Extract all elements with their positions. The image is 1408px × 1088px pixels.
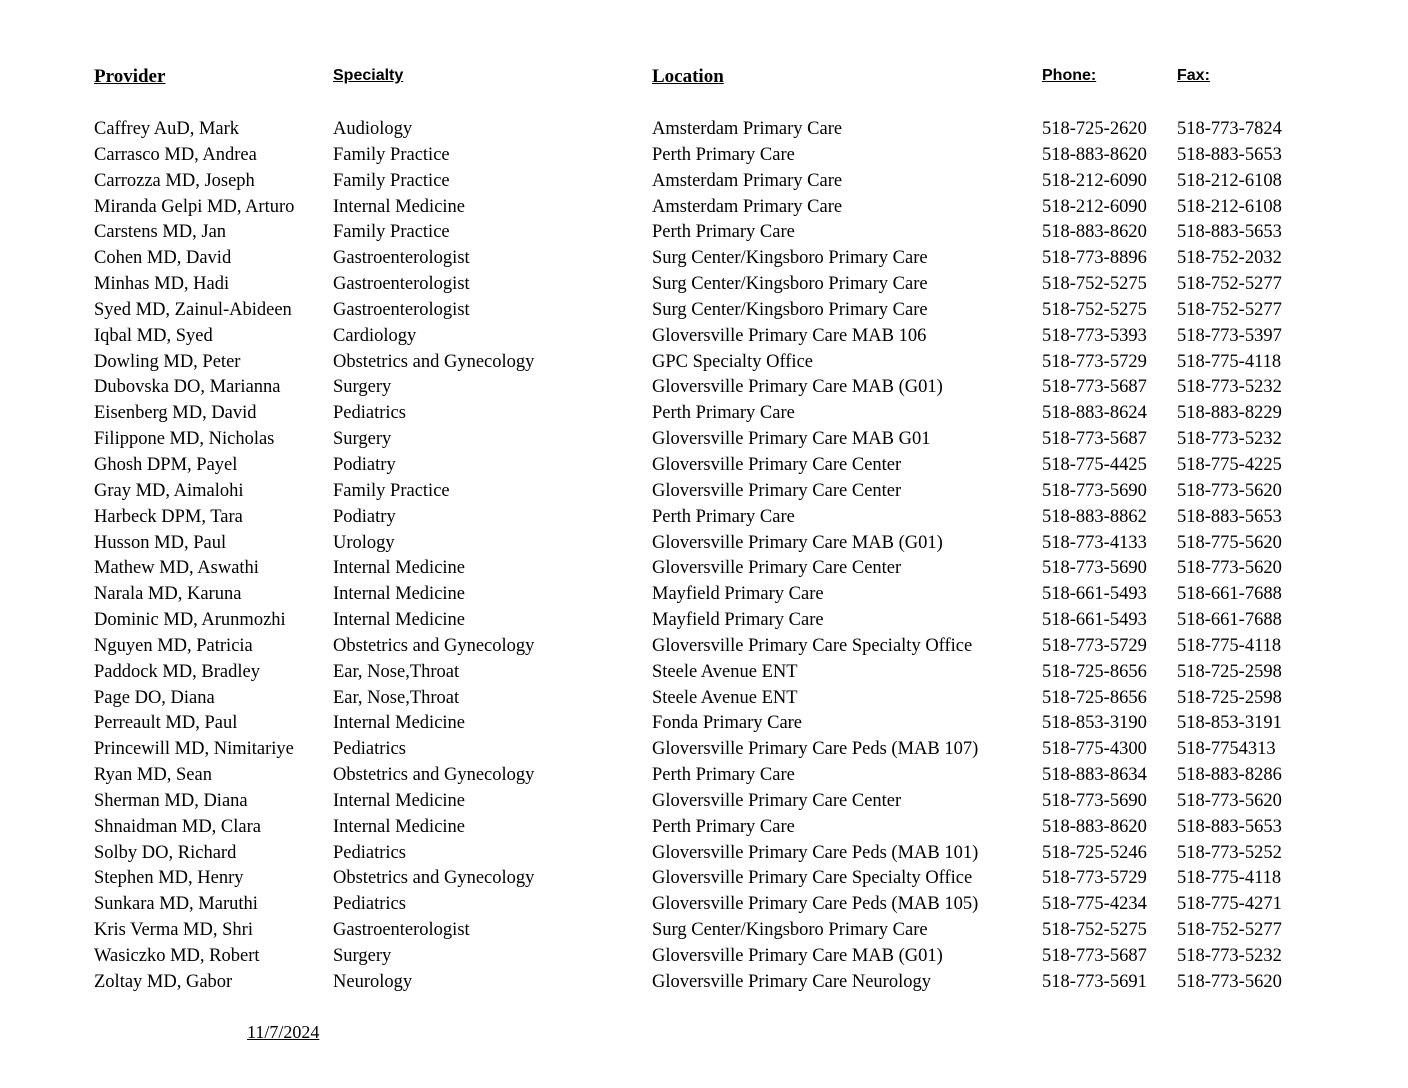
cell-location: Gloversville Primary Care Center xyxy=(652,790,902,811)
cell-fax: 518-212-6108 xyxy=(1177,196,1282,217)
table-row xyxy=(0,711,1408,737)
cell-location: Perth Primary Care xyxy=(652,506,795,527)
cell-provider: Ryan MD, Sean xyxy=(94,765,212,786)
table-row xyxy=(0,169,1408,195)
cell-specialty: Pediatrics xyxy=(333,894,406,915)
cell-specialty: Ear, Nose,Throat xyxy=(333,661,460,682)
cell-phone: 518-775-4300 xyxy=(1042,739,1147,760)
cell-phone: 518-883-8634 xyxy=(1042,765,1147,786)
cell-phone: 518-661-5493 xyxy=(1042,584,1147,605)
cell-provider: Carrozza MD, Joseph xyxy=(94,170,255,191)
cell-specialty: Family Practice xyxy=(333,170,450,191)
cell-location: Amsterdam Primary Care xyxy=(652,170,843,191)
cell-fax: 518-773-5252 xyxy=(1177,842,1282,863)
cell-location: Fonda Primary Care xyxy=(652,713,803,734)
cell-phone: 518-773-4133 xyxy=(1042,532,1147,553)
cell-phone: 518-883-8620 xyxy=(1042,144,1147,165)
cell-provider: Nguyen MD, Patricia xyxy=(94,635,253,656)
cell-phone: 518-773-8896 xyxy=(1042,248,1147,269)
cell-provider: Shnaidman MD, Clara xyxy=(94,816,261,837)
cell-specialty: Internal Medicine xyxy=(333,610,466,631)
cell-phone: 518-775-4425 xyxy=(1042,454,1147,475)
table-row xyxy=(0,556,1408,582)
table-row xyxy=(0,272,1408,298)
table-row xyxy=(0,505,1408,531)
cell-location: Gloversville Primary Care Peds (MAB 107) xyxy=(652,739,979,760)
table-row xyxy=(0,117,1408,143)
cell-phone: 518-773-5687 xyxy=(1042,377,1147,398)
table-row xyxy=(0,737,1408,763)
cell-specialty: Gastroenterologist xyxy=(333,248,470,269)
cell-phone: 518-773-5687 xyxy=(1042,946,1147,966)
cell-specialty: Obstetrics and Gynecology xyxy=(333,635,535,656)
table-row xyxy=(0,608,1408,634)
cell-provider: Princewill MD, Nimitariye xyxy=(94,739,294,760)
cell-phone: 518-883-8620 xyxy=(1042,222,1147,243)
cell-provider: Mathew MD, Aswathi xyxy=(94,558,259,579)
cell-fax: 518-775-4118 xyxy=(1177,351,1282,372)
cell-specialty: Internal Medicine xyxy=(333,196,466,217)
cell-phone: 518-725-2620 xyxy=(1042,119,1147,139)
cell-specialty: Pediatrics xyxy=(333,842,406,863)
cell-phone: 518-775-4234 xyxy=(1042,894,1147,915)
cell-fax: 518-883-8286 xyxy=(1177,765,1282,786)
cell-fax: 518-661-7688 xyxy=(1177,584,1282,605)
cell-location: Perth Primary Care xyxy=(652,222,795,243)
cell-location: Surg Center/Kingsboro Primary Care xyxy=(652,920,928,941)
cell-phone: 518-773-5690 xyxy=(1042,790,1147,811)
cell-specialty: Podiatry xyxy=(333,506,396,527)
document-date: 11/7/2024 xyxy=(247,1022,320,1042)
cell-specialty: Family Practice xyxy=(333,222,450,243)
table-row xyxy=(0,427,1408,453)
cell-fax: 518-773-5620 xyxy=(1177,480,1282,501)
cell-specialty: Obstetrics and Gynecology xyxy=(333,765,535,786)
table-row xyxy=(0,298,1408,324)
table-row xyxy=(0,401,1408,427)
cell-fax: 518-773-7824 xyxy=(1177,119,1282,139)
cell-location: Amsterdam Primary Care xyxy=(652,196,843,217)
cell-phone: 518-883-8862 xyxy=(1042,506,1147,527)
cell-location: Gloversville Primary Care Neurology xyxy=(652,971,931,992)
cell-provider: Sunkara MD, Maruthi xyxy=(94,894,258,915)
cell-provider: Husson MD, Paul xyxy=(94,532,227,553)
cell-phone: 518-853-3190 xyxy=(1042,713,1147,734)
table-row xyxy=(0,660,1408,686)
cell-specialty: Family Practice xyxy=(333,480,450,501)
table-row xyxy=(0,531,1408,557)
cell-provider: Cohen MD, David xyxy=(94,248,232,269)
cell-phone: 518-773-5729 xyxy=(1042,351,1147,372)
cell-provider: Perreault MD, Paul xyxy=(94,713,238,734)
cell-provider: Kris Verma MD, Shri xyxy=(94,920,253,941)
table-row xyxy=(0,143,1408,169)
cell-phone: 518-773-5687 xyxy=(1042,429,1147,450)
cell-phone: 518-773-5690 xyxy=(1042,558,1147,579)
cell-location: Perth Primary Care xyxy=(652,765,795,786)
cell-provider: Caffrey AuD, Mark xyxy=(94,119,240,139)
cell-location: Surg Center/Kingsboro Primary Care xyxy=(652,248,928,269)
cell-phone: 518-773-5691 xyxy=(1042,971,1147,992)
cell-fax: 518-775-5620 xyxy=(1177,532,1282,553)
header-phone: Phone: xyxy=(1042,67,1097,84)
cell-location: Steele Avenue ENT xyxy=(652,687,798,708)
cell-provider: Stephen MD, Henry xyxy=(94,868,244,889)
cell-phone: 518-773-5729 xyxy=(1042,635,1147,656)
header-provider: Provider xyxy=(94,66,166,87)
cell-specialty: Obstetrics and Gynecology xyxy=(333,868,535,889)
table-row xyxy=(0,246,1408,272)
cell-fax: 518-773-5620 xyxy=(1177,790,1282,811)
cell-location: Surg Center/Kingsboro Primary Care xyxy=(652,299,928,320)
cell-location: GPC Specialty Office xyxy=(652,351,813,372)
cell-specialty: Internal Medicine xyxy=(333,558,466,579)
cell-provider: Harbeck DPM, Tara xyxy=(94,506,243,527)
table-row xyxy=(0,789,1408,815)
cell-fax: 518-773-5232 xyxy=(1177,377,1282,398)
cell-fax: 518-725-2598 xyxy=(1177,687,1282,708)
cell-fax: 518-212-6108 xyxy=(1177,170,1282,191)
table-header xyxy=(0,66,1408,92)
cell-fax: 518-883-8229 xyxy=(1177,403,1282,424)
cell-fax: 518-775-4118 xyxy=(1177,635,1282,656)
cell-fax: 518-752-2032 xyxy=(1177,248,1282,269)
cell-phone: 518-725-5246 xyxy=(1042,842,1147,863)
cell-specialty: Surgery xyxy=(333,377,392,398)
cell-location: Mayfield Primary Care xyxy=(652,610,824,631)
cell-fax: 518-773-5232 xyxy=(1177,946,1282,966)
cell-provider: Dowling MD, Peter xyxy=(94,351,241,372)
cell-fax: 518-883-5653 xyxy=(1177,144,1282,165)
cell-provider: Narala MD, Karuna xyxy=(94,584,242,605)
cell-specialty: Urology xyxy=(333,532,395,553)
cell-fax: 518-883-5653 xyxy=(1177,506,1282,527)
cell-fax: 518-752-5277 xyxy=(1177,274,1282,295)
cell-specialty: Gastroenterologist xyxy=(333,299,470,320)
table-row xyxy=(0,763,1408,789)
cell-fax: 518-661-7688 xyxy=(1177,610,1282,631)
cell-specialty: Gastroenterologist xyxy=(333,920,470,941)
cell-fax: 518-775-4118 xyxy=(1177,868,1282,889)
cell-phone: 518-883-8624 xyxy=(1042,403,1147,424)
cell-phone: 518-752-5275 xyxy=(1042,299,1147,320)
table-row xyxy=(0,582,1408,608)
table-row xyxy=(0,686,1408,712)
cell-phone: 518-752-5275 xyxy=(1042,274,1147,295)
cell-fax: 518-775-4225 xyxy=(1177,454,1282,475)
cell-provider: Ghosh DPM, Payel xyxy=(94,454,238,475)
cell-specialty: Internal Medicine xyxy=(333,790,466,811)
cell-fax: 518-7754313 xyxy=(1177,739,1276,760)
table-row xyxy=(0,479,1408,505)
cell-specialty: Ear, Nose,Throat xyxy=(333,687,460,708)
cell-phone: 518-725-8656 xyxy=(1042,661,1147,682)
cell-fax: 518-773-5620 xyxy=(1177,558,1282,579)
cell-fax: 518-752-5277 xyxy=(1177,920,1282,941)
cell-location: Amsterdam Primary Care xyxy=(652,119,843,139)
cell-location: Gloversville Primary Care MAB (G01) xyxy=(652,532,943,553)
cell-specialty: Surgery xyxy=(333,429,392,450)
cell-provider: Syed MD, Zainul-Abideen xyxy=(94,299,292,320)
cell-provider: Page DO, Diana xyxy=(94,687,215,708)
cell-specialty: Gastroenterologist xyxy=(333,274,470,295)
header-fax: Fax: xyxy=(1177,67,1210,84)
cell-phone: 518-883-8620 xyxy=(1042,816,1147,837)
table-row xyxy=(0,324,1408,350)
cell-location: Gloversville Primary Care Center xyxy=(652,480,902,501)
cell-provider: Carstens MD, Jan xyxy=(94,222,227,243)
table-row xyxy=(0,634,1408,660)
cell-provider: Paddock MD, Bradley xyxy=(94,661,260,682)
table-row xyxy=(0,453,1408,479)
cell-location: Surg Center/Kingsboro Primary Care xyxy=(652,274,928,295)
cell-fax: 518-773-5397 xyxy=(1177,325,1282,346)
cell-location: Gloversville Primary Care Specialty Office xyxy=(652,868,973,889)
cell-provider: Solby DO, Richard xyxy=(94,842,237,863)
cell-specialty: Podiatry xyxy=(333,454,396,475)
cell-specialty: Family Practice xyxy=(333,144,450,165)
cell-location: Mayfield Primary Care xyxy=(652,584,824,605)
cell-fax: 518-752-5277 xyxy=(1177,299,1282,320)
cell-provider: Minhas MD, Hadi xyxy=(94,274,230,295)
cell-fax: 518-773-5232 xyxy=(1177,429,1282,450)
cell-fax: 518-883-5653 xyxy=(1177,222,1282,243)
cell-location: Gloversville Primary Care Specialty Office xyxy=(652,635,973,656)
cell-location: Gloversville Primary Care MAB G01 xyxy=(652,429,931,450)
cell-specialty: Internal Medicine xyxy=(333,584,466,605)
cell-location: Gloversville Primary Care MAB (G01) xyxy=(652,377,943,398)
cell-specialty: Neurology xyxy=(333,971,413,992)
table-row xyxy=(0,970,1408,996)
cell-location: Gloversville Primary Care Center xyxy=(652,558,902,579)
table-row xyxy=(0,918,1408,944)
cell-location: Gloversville Primary Care Center xyxy=(652,454,902,475)
table-row xyxy=(0,815,1408,841)
cell-phone: 518-773-5729 xyxy=(1042,868,1147,889)
table-row xyxy=(0,220,1408,246)
cell-phone: 518-725-8656 xyxy=(1042,687,1147,708)
cell-fax: 518-775-4271 xyxy=(1177,894,1282,915)
cell-location: Perth Primary Care xyxy=(652,144,795,165)
cell-provider: Filippone MD, Nicholas xyxy=(94,429,275,450)
cell-location: Gloversville Primary Care MAB (G01) xyxy=(652,946,943,966)
cell-fax: 518-773-5620 xyxy=(1177,971,1282,992)
cell-provider: Miranda Gelpi MD, Arturo xyxy=(94,196,295,217)
table-row xyxy=(0,944,1408,970)
cell-specialty: Audiology xyxy=(333,119,413,139)
header-specialty: Specialty xyxy=(333,67,404,84)
cell-phone: 518-773-5690 xyxy=(1042,480,1147,501)
cell-specialty: Internal Medicine xyxy=(333,816,466,837)
cell-fax: 518-853-3191 xyxy=(1177,713,1282,734)
table-row xyxy=(0,195,1408,221)
cell-location: Steele Avenue ENT xyxy=(652,661,798,682)
cell-location: Perth Primary Care xyxy=(652,403,795,424)
header-location: Location xyxy=(652,66,724,87)
cell-location: Perth Primary Care xyxy=(652,816,795,837)
cell-phone: 518-212-6090 xyxy=(1042,196,1147,217)
cell-specialty: Internal Medicine xyxy=(333,713,466,734)
cell-fax: 518-883-5653 xyxy=(1177,816,1282,837)
cell-provider: Dominic MD, Arunmozhi xyxy=(94,610,286,631)
table-row xyxy=(0,841,1408,867)
cell-provider: Sherman MD, Diana xyxy=(94,790,248,811)
cell-specialty: Pediatrics xyxy=(333,739,406,760)
cell-location: Gloversville Primary Care Peds (MAB 105) xyxy=(652,894,979,915)
cell-provider: Wasiczko MD, Robert xyxy=(94,946,260,966)
cell-provider: Gray MD, Aimalohi xyxy=(94,480,244,501)
cell-provider: Iqbal MD, Syed xyxy=(94,325,213,346)
table-row xyxy=(0,892,1408,918)
cell-location: Gloversville Primary Care Peds (MAB 101) xyxy=(652,842,979,863)
cell-fax: 518-725-2598 xyxy=(1177,661,1282,682)
cell-provider: Carrasco MD, Andrea xyxy=(94,144,257,165)
cell-location: Gloversville Primary Care MAB 106 xyxy=(652,325,927,346)
cell-specialty: Obstetrics and Gynecology xyxy=(333,351,535,372)
cell-specialty: Surgery xyxy=(333,946,392,966)
table-row xyxy=(0,375,1408,401)
cell-provider: Zoltay MD, Gabor xyxy=(94,971,233,992)
provider-table-body xyxy=(0,117,1408,996)
cell-phone: 518-661-5493 xyxy=(1042,610,1147,631)
cell-specialty: Cardiology xyxy=(333,325,417,346)
table-row xyxy=(0,350,1408,376)
cell-provider: Eisenberg MD, David xyxy=(94,403,257,424)
cell-phone: 518-773-5393 xyxy=(1042,325,1147,346)
cell-provider: Dubovska DO, Marianna xyxy=(94,377,281,398)
cell-phone: 518-752-5275 xyxy=(1042,920,1147,941)
cell-phone: 518-212-6090 xyxy=(1042,170,1147,191)
table-row xyxy=(0,866,1408,892)
cell-specialty: Pediatrics xyxy=(333,403,406,424)
